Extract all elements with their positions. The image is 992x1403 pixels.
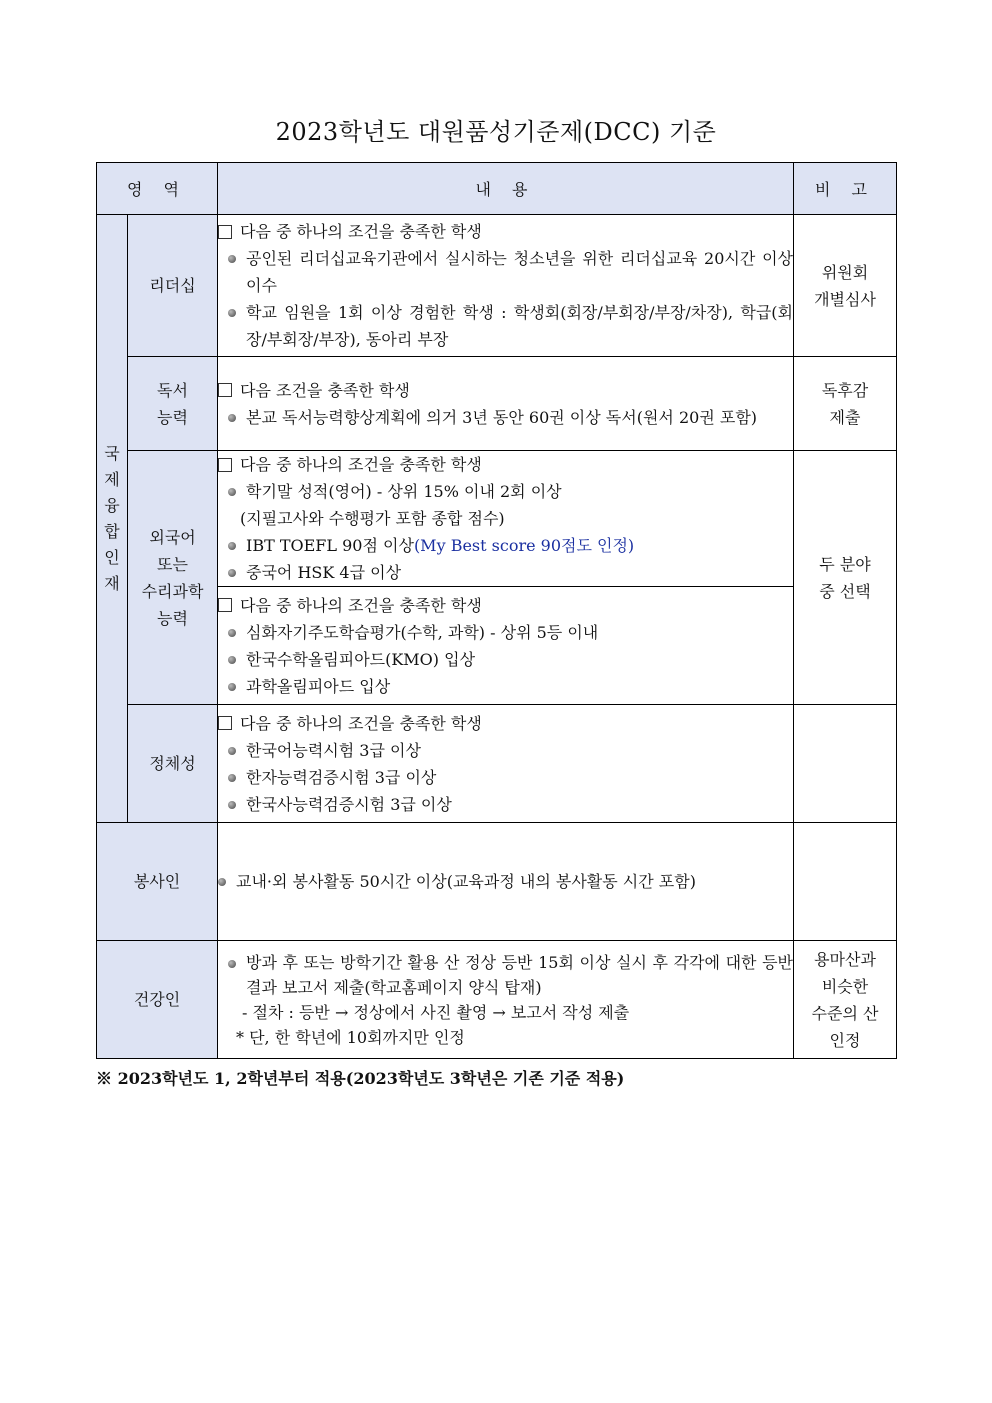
header-content: 내 용 <box>218 163 794 215</box>
row-health <box>97 941 897 1059</box>
bullet-icon <box>228 960 236 968</box>
row-service <box>97 823 897 941</box>
bullet-icon <box>228 656 236 664</box>
label-foreign-or-science: 외국어 또는 수리과학 능력 <box>128 451 218 705</box>
checkbox-icon <box>218 225 232 239</box>
row-reading <box>97 357 897 451</box>
bullet-icon <box>228 569 236 577</box>
row-leadership <box>97 215 897 357</box>
bullet-icon <box>228 774 236 782</box>
bullet-icon <box>228 629 236 637</box>
label-leadership: 리더십 <box>128 215 218 357</box>
note-foreign-or-science: 두 분야 중 선택 <box>794 451 897 705</box>
checkbox-icon <box>218 383 232 397</box>
footer-note: ※ 2023학년도 1, 2학년부터 적용(2023학년도 3학년은 기존 기준 적용) <box>96 1069 625 1088</box>
page-title: 2023학년도 대원품성기준제(DCC) 기준 <box>275 118 717 146</box>
dcc-criteria-table <box>96 162 897 1059</box>
note-reading: 독후감 제출 <box>794 357 897 451</box>
group-label-global-talent: 국 제 융 합 인 재 <box>97 215 128 823</box>
label-health: 건강인 <box>97 941 218 1059</box>
content-science: 다음 중 하나의 조건을 충족한 학생 심화자기주도학습평가(수학, 과학) - 상위 5등 이내 한국수학올림피아드(KMO) 입상 과학올림피아드 입상 <box>218 587 794 705</box>
table-header-row <box>97 163 897 215</box>
row-identity <box>97 705 897 823</box>
header-note: 비 고 <box>794 163 897 215</box>
bullet-icon <box>228 801 236 809</box>
content-foreign-language: 다음 중 하나의 조건을 충족한 학생 학기말 성적(영어) - 상위 15% 이내 2회 이상 (지필고사와 수행평가 포함 종합 점수) IBT TOEFL 90점 이상(My Best score 90점도 인정) 중국어 HSK 4급 이상 <box>218 451 794 587</box>
checkbox-icon <box>218 598 232 612</box>
label-service: 봉사인 <box>97 823 218 941</box>
bullet-icon <box>228 309 236 317</box>
note-leadership: 위원회 개별심사 <box>794 215 897 357</box>
content-reading: 다음 조건을 충족한 학생 본교 독서능력향상계획에 의거 3년 동안 60권 이상 독서(원서 20권 포함) <box>218 357 794 451</box>
bullet-icon <box>228 488 236 496</box>
content-service: 교내·외 봉사활동 50시간 이상(교육과정 내의 봉사활동 시간 포함) <box>218 823 794 941</box>
content-health: 방과 후 또는 방학기간 활용 산 정상 등반 15회 이상 실시 후 각각에 대한 등반 결과 보고서 제출(학교홈페이지 양식 탑재) - 절차 : 등반 → 정상에서 사진 촬영 → 보고서 작성 제출 * 단, 한 학년에 10회까지만 인정 <box>218 941 794 1059</box>
note-identity <box>794 705 897 823</box>
bullet-icon <box>228 683 236 691</box>
bullet-icon <box>218 878 226 886</box>
checkbox-icon <box>218 458 232 472</box>
bullet-icon <box>228 255 236 263</box>
header-area: 영 역 <box>97 163 218 215</box>
row-foreign-language <box>97 451 897 587</box>
note-health: 용마산과 비슷한 수준의 산 인정 <box>794 941 897 1059</box>
bullet-icon <box>228 542 236 550</box>
checkbox-icon <box>218 716 232 730</box>
note-service <box>794 823 897 941</box>
bullet-icon <box>228 747 236 755</box>
bullet-icon <box>228 414 236 422</box>
label-reading: 독서 능력 <box>128 357 218 451</box>
content-leadership: 다음 중 하나의 조건을 충족한 학생 공인된 리더십교육기관에서 실시하는 청소년을 위한 리더십교육 20시간 이상 이수 학교 임원을 1회 이상 경험한 학생 : 학생회(회장/부회장/부장/차장), 학급(회장/부회장/부장), 동아리 부장 <box>218 215 794 357</box>
content-identity: 다음 중 하나의 조건을 충족한 학생 한국어능력시험 3급 이상 한자능력검증시험 3급 이상 한국사능력검증시험 3급 이상 <box>218 705 794 823</box>
label-identity: 정체성 <box>128 705 218 823</box>
